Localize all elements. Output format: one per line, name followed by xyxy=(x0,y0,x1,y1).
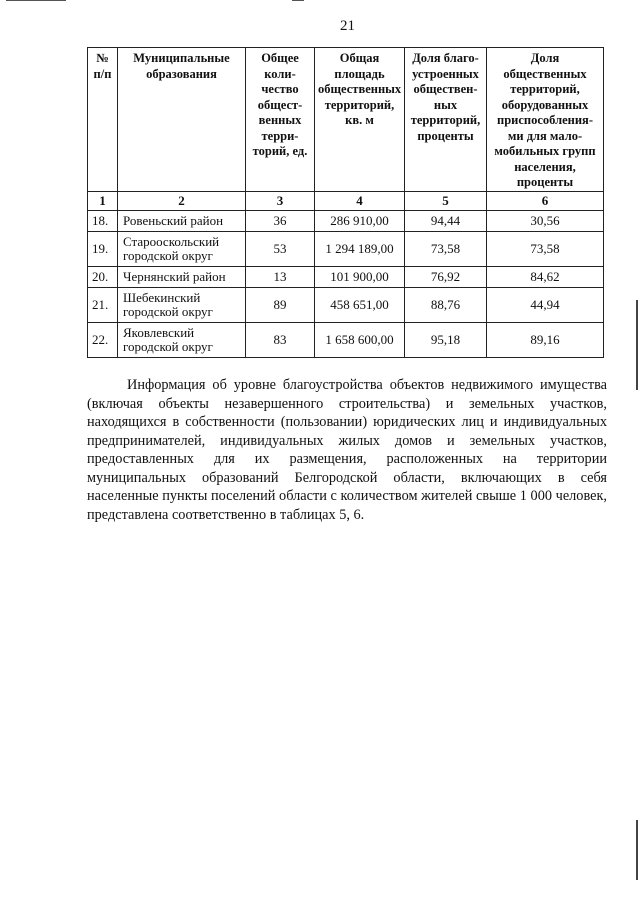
accessible-share: 44,94 xyxy=(487,287,604,322)
accessible-share: 73,58 xyxy=(487,231,604,266)
header-number: № п/п xyxy=(88,48,118,192)
total-area: 101 900,00 xyxy=(315,266,405,287)
municipality-name: Ровеньский район xyxy=(118,210,246,231)
body-paragraph: Информация об уровне благоустройства объектов недвижимого имущества (включая объекты незавершенного строительства) и земельных участков, находящихся в собственности (пользовании) юридических лиц и индивидуальных предпринимателей, индивидуальных жилых домов и земельных участков, предоставленных для их размещения, расположенных на территории муниципальных образований Белгородской области, включающих в себя населенные пункты поселений области с количеством жителей свыше 1 000 человек, представлена соответственно в таблицах 5, 6. xyxy=(87,377,607,523)
total-area: 458 651,00 xyxy=(315,287,405,322)
improved-share: 73,58 xyxy=(405,231,487,266)
column-index: 5 xyxy=(405,191,487,210)
territory-count: 83 xyxy=(246,322,315,357)
column-index-row xyxy=(88,191,604,210)
municipal-territories-table xyxy=(87,47,604,358)
improved-share: 94,44 xyxy=(405,210,487,231)
header-row xyxy=(88,48,604,192)
total-area: 286 910,00 xyxy=(315,210,405,231)
total-area: 1 294 189,00 xyxy=(315,231,405,266)
improved-share: 76,92 xyxy=(405,266,487,287)
header-accessible-share: Доля общественных территорий, оборудованных приспособления-ми для мало-мобильных групп населения, проценты xyxy=(487,48,604,192)
territory-count: 53 xyxy=(246,231,315,266)
table-row xyxy=(88,266,604,287)
column-index: 3 xyxy=(246,191,315,210)
row-number: 18. xyxy=(88,210,118,231)
improved-share: 95,18 xyxy=(405,322,487,357)
column-index: 4 xyxy=(315,191,405,210)
total-area: 1 658 600,00 xyxy=(315,322,405,357)
municipality-name: Чернянский район xyxy=(118,266,246,287)
header-territory-count: Общее коли-чество общест-венных терри-торий, ед. xyxy=(246,48,315,192)
row-number: 21. xyxy=(88,287,118,322)
header-municipality: Муниципальные образования xyxy=(118,48,246,192)
municipality-name: Яковлевский городской округ xyxy=(118,322,246,357)
table-row xyxy=(88,231,604,266)
column-index: 2 xyxy=(118,191,246,210)
scan-edge-top-left xyxy=(6,0,66,1)
table-row xyxy=(88,287,604,322)
column-index: 1 xyxy=(88,191,118,210)
table-row xyxy=(88,210,604,231)
territory-count: 13 xyxy=(246,266,315,287)
territory-count: 36 xyxy=(246,210,315,231)
row-number: 19. xyxy=(88,231,118,266)
scan-edge-top-mid xyxy=(292,0,304,1)
header-total-area: Общая площадь общественных территорий, кв. м xyxy=(315,48,405,192)
table-row xyxy=(88,322,604,357)
municipality-name: Шебекинский городской округ xyxy=(118,287,246,322)
row-number: 20. xyxy=(88,266,118,287)
header-improved-share: Доля благо-устроенных обществен-ных территорий, проценты xyxy=(405,48,487,192)
territory-count: 89 xyxy=(246,287,315,322)
scan-edge-right-mark xyxy=(636,300,638,390)
accessible-share: 84,62 xyxy=(487,266,604,287)
scan-edge-right-mark-lower xyxy=(636,820,638,880)
accessible-share: 30,56 xyxy=(487,210,604,231)
municipality-name: Старооскольский городской округ xyxy=(118,231,246,266)
improved-share: 88,76 xyxy=(405,287,487,322)
column-index: 6 xyxy=(487,191,604,210)
row-number: 22. xyxy=(88,322,118,357)
accessible-share: 89,16 xyxy=(487,322,604,357)
page-number: 21 xyxy=(340,18,355,34)
